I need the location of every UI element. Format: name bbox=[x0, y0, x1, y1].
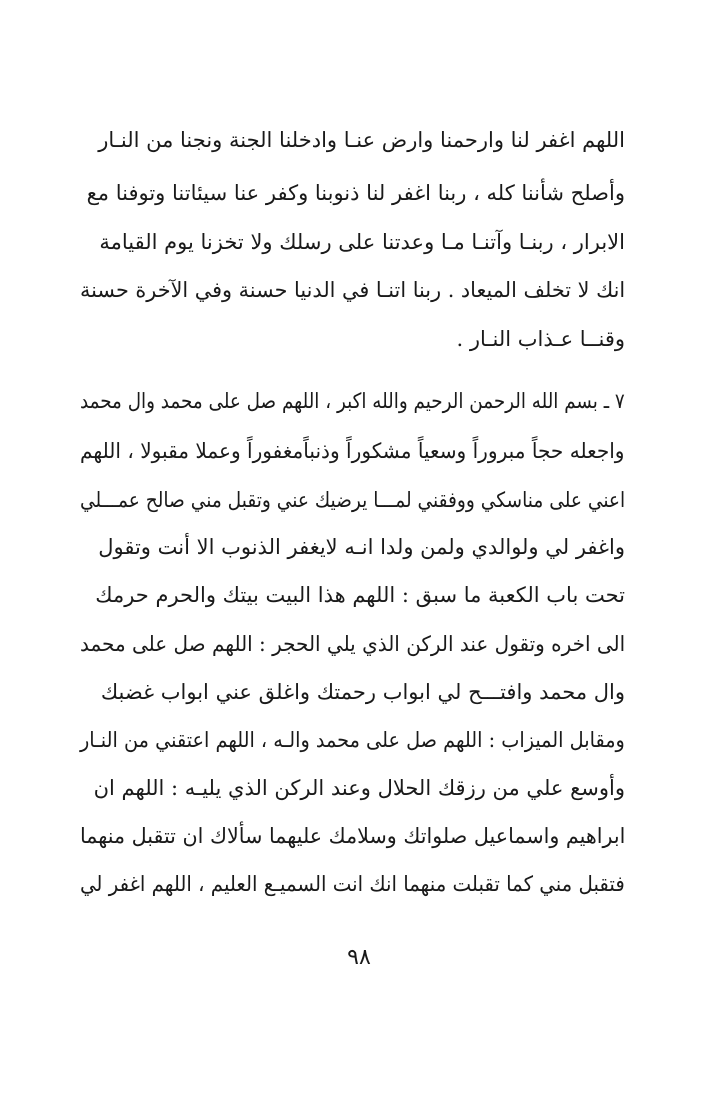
text-line: الابرار ، ربنـا وآتنـا مـا وعدتنا على رسلك ولا تخزنا يوم القيامة bbox=[99, 230, 625, 254]
text-line: انك لا تخلف الميعاد . ربنا اتنـا في الدنيا حسنة وفي الآخرة حسنة bbox=[79, 278, 625, 302]
text-line: ابراهيم واسماعيل صلواتك وسلامك عليهما سألاك ان تتقبل منهما bbox=[79, 824, 625, 848]
text-line: اللهم اغفر لنا وارحمنا وارض عنـا وادخلنا الجنة ونجنا من النـار bbox=[98, 128, 625, 152]
text-line: ومقابل الميزاب : اللهم صل على محمد والـه ، اللهم اعتقني من النـار bbox=[80, 728, 625, 752]
text-line: اعني على مناسكي ووفقني لمـــا يرضيك عني وتقبل مني صالح عمـــلي bbox=[79, 488, 625, 512]
page-text bbox=[80, 0, 625, 1103]
text-line: واجعله حجاً مبروراً وسعياً مشكوراً وذنباًمغفوراً وعملا مقبولا ، اللهم bbox=[80, 439, 625, 463]
text-line: واغفر لي ولوالدي ولمن ولدا انـه لايغفر الذنوب الا أنت وتقول bbox=[98, 535, 625, 559]
text-line: وأوسع علي من رزقك الحلال وعند الركن الذي يليـه : اللهم ان bbox=[93, 776, 625, 800]
page-number: ٩٨ bbox=[347, 945, 371, 970]
text-line: تحت باب الكعبة ما سبق : اللهم هذا البيت بيتك والحرم حرمك bbox=[95, 583, 625, 607]
text-line: ٧ ـ بسم الله الرحمن الرحيم والله اكبر ، اللهم صل على محمد وال محمد bbox=[80, 389, 625, 413]
text-line: فتقبل مني كما تقبلت منهما انك انت السميـع العليم ، اللهم اغفر لي bbox=[80, 872, 625, 896]
text-line: الى اخره وتقول عند الركن الذي يلي الحجر : اللهم صل على محمد bbox=[79, 632, 625, 656]
text-line: وقنــا عـذاب النـار . bbox=[456, 327, 625, 351]
text-line: وال محمد وافتـــح لي ابواب رحمتك واغلق عني ابواب غضبك bbox=[100, 680, 625, 704]
text-line: وأصلح شأننا كله ، ربنا اغفر لنا ذنوبنا وكفر عنا سيئاتنا وتوفنا مع bbox=[86, 181, 625, 205]
